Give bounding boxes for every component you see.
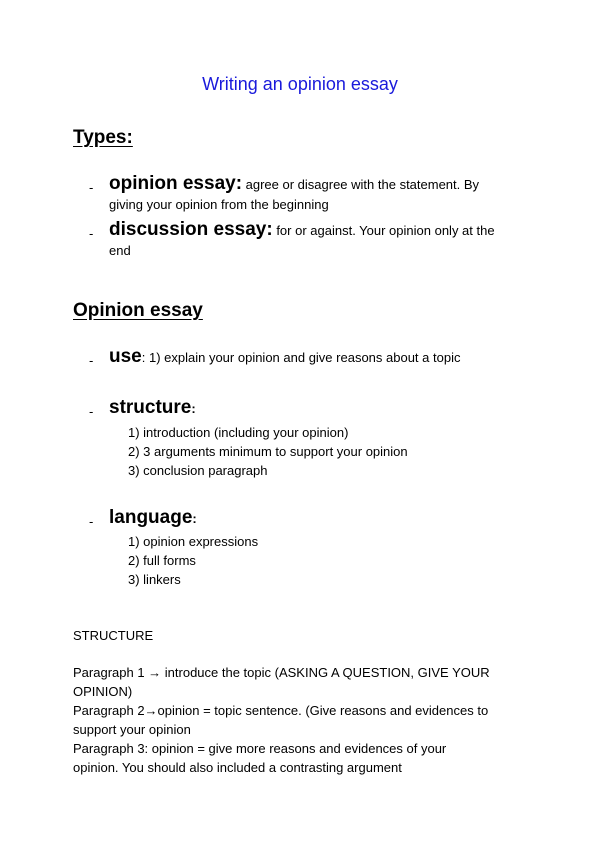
bullet-dash: -	[89, 353, 94, 368]
paragraph-line: opinion. You should also included a contrasting argument	[73, 760, 402, 775]
list-item: 2) 3 arguments minimum to support your opinion	[128, 444, 408, 459]
use-desc: : 1) explain your opinion and give reasons about a topic	[141, 350, 461, 365]
opinion-essay-term: opinion essay:	[109, 173, 243, 194]
structure-term: structure	[109, 397, 192, 418]
list-item: 1) opinion expressions	[128, 534, 259, 549]
structure-colon: :	[191, 401, 196, 416]
opinion-essay-desc-line1: agree or disagree with the statement. By	[242, 177, 480, 192]
list-item: 3) linkers	[128, 572, 181, 587]
language-list	[128, 532, 258, 589]
language-term: language	[109, 507, 193, 528]
bullet-dash: -	[89, 404, 94, 419]
discussion-essay-term: discussion essay:	[109, 219, 273, 240]
types-heading: Types:	[73, 127, 133, 148]
structure-list	[128, 423, 408, 480]
list-item: 2) full forms	[128, 553, 196, 568]
language-colon: :	[192, 511, 197, 526]
discussion-essay-desc-line2: end	[109, 243, 131, 258]
paragraph-line: Paragraph 2→opinion = topic sentence. (Give reasons and evidences to	[73, 703, 489, 718]
paragraph-line: Paragraph 3: opinion = give more reasons and evidences of your	[73, 741, 447, 756]
list-item: 3) conclusion paragraph	[128, 463, 268, 478]
structure-paragraphs	[73, 663, 533, 777]
opinion-essay-desc-line2: giving your opinion from the beginning	[109, 197, 329, 212]
bullet-dash: -	[89, 514, 94, 529]
use-term: use	[109, 346, 142, 367]
paragraph-line: OPINION)	[73, 684, 133, 699]
list-item: 1) introduction (including your opinion)	[128, 425, 349, 440]
discussion-essay-desc-line1: for or against. Your opinion only at the	[272, 223, 495, 238]
bullet-dash: -	[89, 226, 94, 241]
opinion-essay-heading: Opinion essay	[73, 300, 203, 321]
document-title: Writing an opinion essay	[202, 74, 398, 94]
structure-label: STRUCTURE	[73, 628, 154, 643]
bullet-dash: -	[89, 180, 94, 195]
paragraph-line: Paragraph 1 → introduce the topic (ASKING A QUESTION, GIVE YOUR	[73, 665, 490, 680]
paragraph-line: support your opinion	[73, 722, 191, 737]
